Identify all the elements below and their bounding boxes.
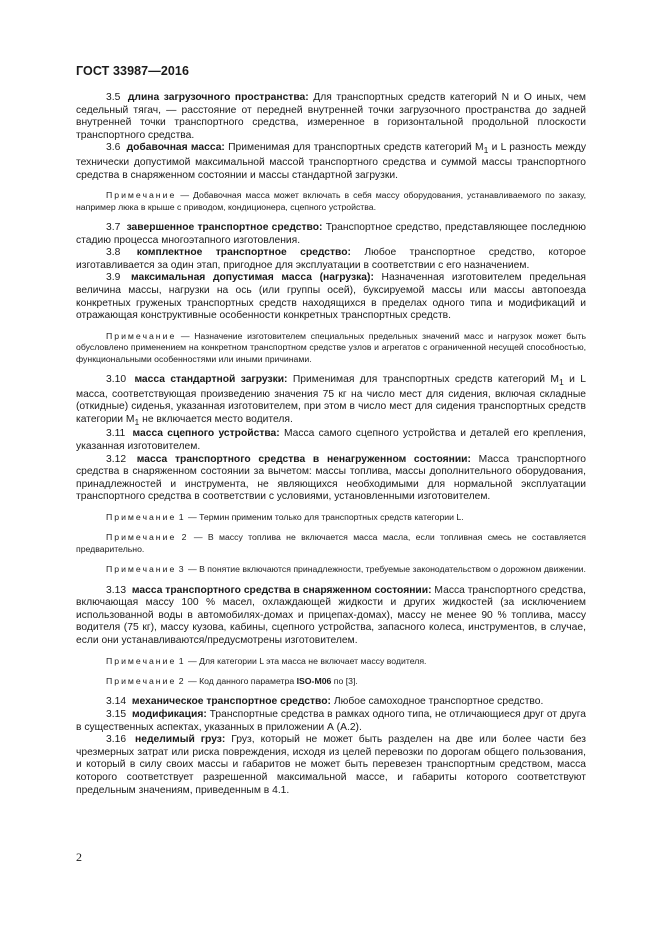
- note-number: 2: [181, 532, 189, 543]
- clause-3-13: [76, 585, 586, 648]
- note: [76, 564, 586, 575]
- clause-number: 3.9: [106, 272, 121, 284]
- clause-3-8: [76, 247, 586, 272]
- clause-3-15: [76, 709, 586, 734]
- clause-term: масса транспортного средства в снаряженном состоянии:: [131, 584, 432, 596]
- clause-3-10: [76, 374, 586, 428]
- clause-term: неделимый груз:: [135, 734, 226, 746]
- note: [76, 676, 586, 687]
- clause-term: модификация:: [131, 709, 207, 721]
- note-label: Примечание: [106, 190, 177, 201]
- note: [76, 331, 586, 365]
- note-label: Примечание: [106, 330, 177, 341]
- note-text: — Термин применим только для транспортных средств категории L.: [185, 512, 464, 523]
- clause-term: масса стандартной загрузки:: [134, 373, 288, 385]
- clause-text: Масса самого сцепного устройства и деталей его крепления, указанная изготовителем.: [76, 428, 586, 453]
- note-text: — Для категории L эта масса не включает массу водителя.: [185, 655, 427, 666]
- clause-3-16: [76, 734, 586, 797]
- clause-text: Масса транспортного средства, включающая массу 100 % масел, охлаждающей жидкости и других жидкостей (за исключением использованной воды в автомобилях-домах и прицепах-домах), массу не менее 90 % топлива, массу водителя (75 кг), массу кузова, кабины, сцепного устройства, запасного колеса, инструментов, в случае, если они устанавливаются/предусмотрены изготовителем.: [76, 584, 586, 647]
- subscript: 1: [483, 145, 489, 156]
- parameter-code: ISO-M06: [296, 676, 332, 687]
- clause-text-end: не включается место водителя.: [139, 413, 293, 425]
- document-header: ГОСТ 33987—2016: [76, 64, 190, 78]
- clause-number: 3.11: [106, 428, 126, 440]
- clause-text: Транспортное средство, представляющее последнюю стадию процесса многоэтапного изготовления.: [76, 222, 586, 246]
- clause-number: 3.16: [106, 734, 127, 746]
- clause-text: Груз, который не может быть разделен на две или более части без чрезмерных затрат или риска повреждения, исходя из целей перевозки по дорогам общего пользования, и который в силу своих массы и габаритов не может быть перевезен транспортным средством, масса которого соответствует разрешенной максимальной массе, и габариты которого соответствуют предельным значениям, приведенным в 4.1.: [76, 734, 586, 796]
- note-label: Примечание: [106, 564, 177, 575]
- note-text-end: по [3].: [331, 676, 358, 687]
- note-text: — Добавочная масса может включать в себя массу оборудования, устанавливаемого по заказу, например люка в крыше с приводом, кондиционера, сцепного устройства.: [76, 190, 586, 212]
- note-number: 2: [178, 676, 186, 687]
- note-label: Примечание: [106, 676, 177, 687]
- clause-number: 3.8: [106, 247, 121, 259]
- clause-number: 3.5: [106, 92, 121, 103]
- note-label: Примечание: [106, 512, 177, 523]
- clause-number: 3.13: [106, 584, 127, 596]
- note-label: Примечание: [106, 532, 177, 543]
- clause-term: механическое транспортное средство:: [131, 696, 331, 708]
- note-label: Примечание: [106, 655, 177, 666]
- clause-3-11: [76, 428, 586, 453]
- clause-text: Назначенная изготовителем предельная величина массы, нагрузки на ось (или группы осей), буксируемой массы или массы автопоезда конкретных груженых транспортных средств находящихся в пределах одного типа и модификаций и отражающая конструктивные особенности конкретных транспортных средств.: [76, 272, 586, 322]
- note-text: — Назначение изготовителем специальных предельных значений масс и нагрузок может быть обусловлено применением на конкретном транспортном средстве узлов и агрегатов с ограниченной несущей способностью, функциональными особенностями или иными причинами.: [76, 330, 586, 364]
- clause-term: масса сцепного устройства:: [132, 428, 280, 440]
- clause-term: длина загрузочного пространства:: [127, 92, 309, 103]
- clause-term: добавочная масса:: [126, 142, 225, 154]
- note-number: 1: [178, 512, 186, 523]
- clause-number: 3.7: [106, 222, 121, 234]
- page-number: 2: [76, 850, 82, 864]
- clause-3-9: [76, 272, 586, 322]
- note-text: — В массу топлива не включается масса масла, если топливная смесь не составляется предварительно.: [76, 532, 586, 554]
- clause-number: 3.12: [106, 453, 127, 465]
- clause-term: масса транспортного средства в ненагруженном состоянии:: [136, 453, 471, 465]
- clause-number: 3.10: [106, 373, 127, 385]
- note: [76, 512, 586, 523]
- note-number: 3: [178, 564, 186, 575]
- subscript: 1: [134, 416, 140, 427]
- clause-text: Любое самоходное транспортное средство.: [333, 696, 544, 708]
- clause-text: Масса транспортного средства в снаряженном состоянии за вычетом: массы топлива, массы дополнительного оборудования, принадлежностей и инструмента, не являющихся необходимыми для нормальной эксплуатации транспортного средства в соответствии с условиями, установленными изготовителем.: [76, 453, 586, 503]
- clause-text: Применимая для транспортных средств категорий M: [292, 373, 559, 385]
- document-body: [76, 92, 586, 797]
- subscript: 1: [558, 377, 564, 388]
- clause-text: Любое транспортное средство, которое изготавливается за один этап, пригодное для эксплуатации в соответствии с его назначением.: [76, 247, 586, 271]
- clause-text: Применимая для транспортных средств категорий M: [228, 142, 484, 154]
- clause-3-12: [76, 454, 586, 504]
- note: [76, 190, 586, 213]
- clause-number: 3.6: [106, 142, 121, 154]
- clause-number: 3.15: [106, 709, 127, 721]
- clause-3-6: [76, 142, 586, 182]
- note: [76, 532, 586, 555]
- clause-text-cont: и L разность между технически допустимой максимальной массой транспортного средства и суммой массы транспортного средства в снаряженном состоянии и массы стандартной загрузки.: [76, 142, 586, 181]
- clause-text-cont: и L масса, соответствующая произведению значения 75 кг на число мест для сидения, включая складные (откидные) сиденья, указанная изготовителем, при этом в число мест для сидения транспортных средств категории M: [76, 373, 586, 425]
- clause-term: завершенное транспортное средство:: [126, 222, 323, 234]
- clause-term: максимальная допустимая масса (нагрузка):: [130, 272, 374, 284]
- clause-3-5: [76, 92, 586, 142]
- clause-number: 3.14: [106, 696, 127, 708]
- note-text: — Код данного параметра: [185, 676, 297, 687]
- note: [76, 656, 586, 667]
- note-text: — В понятие включаются принадлежности, требуемые законодательством о дорожном движении.: [185, 564, 586, 575]
- clause-3-7: [76, 222, 586, 247]
- clause-term: комплектное транспортное средство:: [136, 247, 351, 259]
- clause-text: Транспортные средства в рамках одного типа, не отличающиеся друг от друга в существенных аспектах, указанных в приложении А (А.2).: [76, 709, 586, 733]
- clause-3-14: [76, 696, 586, 709]
- note-number: 1: [178, 655, 186, 666]
- clause-text: Для транспортных средств категорий N и O иных, чем седельный тягач, — расстояние от передней внутренней точки загрузочного пространства до задней внутренней точки транспортного средства, измеренное в горизонтальной продольной плоскости транспортного средства.: [76, 92, 586, 141]
